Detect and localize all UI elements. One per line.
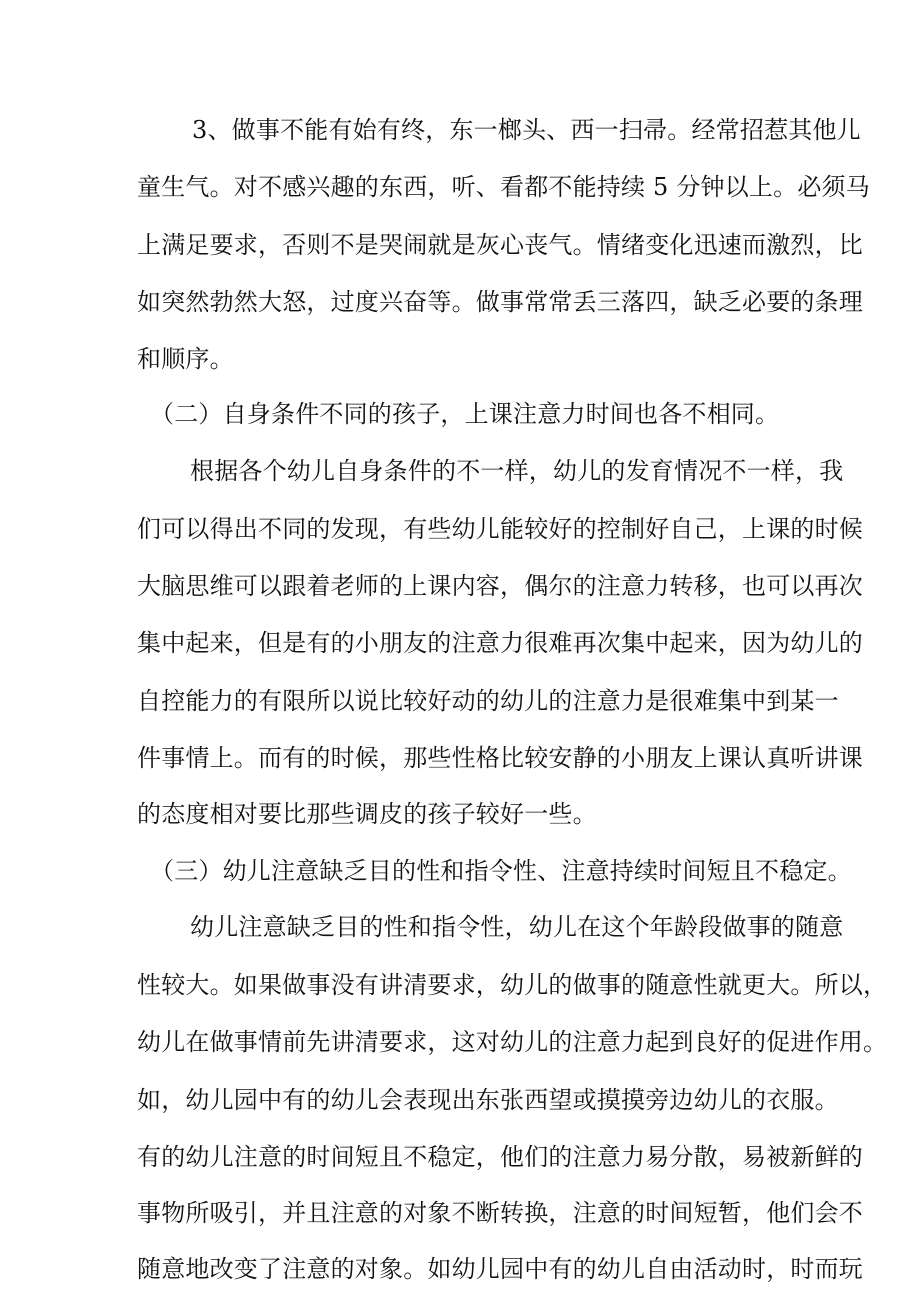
section-2-line-3: 大脑思维可以跟着老师的上课内容，偶尔的注意力转移，也可以再次 bbox=[137, 572, 863, 600]
section-2-line-5: 自控能力的有限所以说比较好动的幼儿的注意力是很难集中到某一 bbox=[137, 687, 839, 715]
section-3-line-6: 事物所吸引，并且注意的对象不断转换，注意的时间短暂，他们会不 bbox=[137, 1199, 863, 1227]
section-heading-2: （二）自身条件不同的孩子，上课注意力时间也各不相同。 bbox=[150, 400, 780, 428]
paragraph-3-line-4: 如突然勃然大怒，过度兴奋等。做事常常丢三落四，缺乏必要的条理 bbox=[137, 288, 863, 316]
section-2-line-4: 集中起来，但是有的小朋友的注意力很难再次集中起来，因为幼儿的 bbox=[137, 629, 863, 657]
paragraph-3-line-5: 和顺序。 bbox=[137, 345, 234, 373]
section-2-line-2: 们可以得出不同的发现，有些幼儿能较好的控制好自己，上课的时候 bbox=[137, 515, 863, 543]
section-heading-3: （三）幼儿注意缺乏目的性和指令性、注意持续时间短且不稳定。 bbox=[150, 857, 852, 885]
section-3-line-3: 幼儿在做事情前先讲清要求，这对幼儿的注意力起到良好的促进作用。 bbox=[137, 1028, 888, 1056]
section-2-line-6: 件事情上。而有的时候，那些性格比较安静的小朋友上课认真听讲课 bbox=[137, 744, 863, 772]
section-3-line-7: 随意地改变了注意的对象。如幼儿园中有的幼儿自由活动时，时而玩 bbox=[137, 1255, 863, 1283]
paragraph-3-line-1: 3、做事不能有始有终，东一榔头、西一扫帚。经常招惹其他儿 bbox=[192, 116, 861, 144]
section-2-line-1: 根据各个幼儿自身条件的不一样，幼儿的发育情况不一样，我 bbox=[190, 457, 844, 485]
paragraph-3-line-3: 上满足要求，否则不是哭闹就是灰心丧气。情绪变化迅速而激烈，比 bbox=[137, 231, 863, 259]
section-3-line-2: 性较大。如果做事没有讲清要求，幼儿的做事的随意性就更大。所以， bbox=[137, 971, 888, 999]
section-2-line-7: 的态度相对要比那些调皮的孩子较好一些。 bbox=[137, 800, 597, 828]
section-3-line-1: 幼儿注意缺乏目的性和指令性，幼儿在这个年龄段做事的随意 bbox=[190, 913, 844, 941]
section-3-line-4: 如，幼儿园中有的幼儿会表现出东张西望或摸摸旁边幼儿的衣服。 bbox=[137, 1086, 839, 1114]
section-3-line-5: 有的幼儿注意的时间短且不稳定，他们的注意力易分散，易被新鲜的 bbox=[137, 1143, 863, 1171]
paragraph-3-line-2: 童生气。对不感兴趣的东西，听、看都不能持续 5 分钟以上。必须马 bbox=[137, 173, 870, 201]
